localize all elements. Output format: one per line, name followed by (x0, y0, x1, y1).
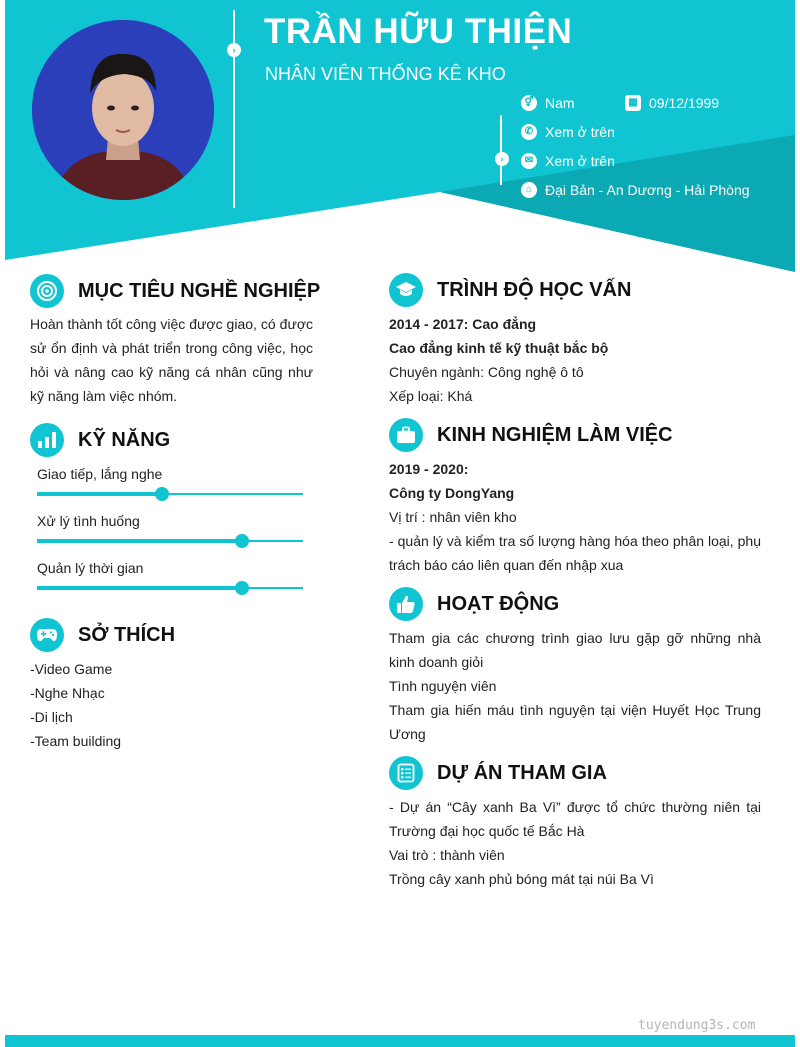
job-title: NHÂN VIÊN THỐNG KÊ KHO (265, 64, 506, 84)
projects-heading (389, 756, 607, 790)
hobby-item: -Team building (30, 733, 122, 749)
gender-info (521, 95, 575, 111)
chevron-right-icon: › (495, 152, 509, 166)
hobbies-heading (30, 618, 175, 652)
gender-icon: ⚥ (521, 95, 537, 111)
experience-position: Vị trí : nhân viên kho (389, 509, 517, 525)
skill-knob (155, 487, 169, 501)
hobby-item: -Video Game (30, 661, 113, 677)
hobbies-title: SỞ THÍCH (78, 623, 176, 646)
chevron-right-icon: › (227, 43, 241, 57)
education-rank: Xếp loại: Khá (389, 388, 473, 404)
skill-fill (37, 539, 242, 543)
hobby-item: -Di lịch (30, 709, 73, 725)
experience-title: KINH NGHIỆM LÀM VIỆC (437, 423, 673, 446)
experience-period: 2019 - 2020: (389, 461, 469, 477)
watermark: tuyendung3s.com (638, 1018, 756, 1033)
hobbies-list (30, 657, 313, 753)
hobby-item: -Nghe Nhạc (30, 685, 105, 701)
skill-bar (37, 540, 303, 542)
education-heading (389, 273, 631, 307)
thumbs-up-icon (389, 587, 423, 621)
experience-duty: - quản lý và kiểm tra số lượng hàng hóa theo phân loại, phụ trách báo cáo liên quan đến nhập xua (389, 533, 761, 573)
education-details (389, 312, 761, 408)
address-value: Đại Bản - An Dương - Hải Phòng (545, 182, 750, 198)
skill-label: Quản lý thời gian (37, 560, 144, 576)
projects-details (389, 795, 761, 891)
mail-icon: ✉ (521, 153, 537, 169)
briefcase-icon (389, 418, 423, 452)
footer-bar (5, 1035, 795, 1047)
activities-heading (389, 587, 559, 621)
skill-fill (37, 492, 162, 496)
education-period: 2014 - 2017: Cao đẳng (389, 316, 537, 332)
birthdate-info (625, 95, 719, 111)
phone-icon: ✆ (521, 124, 537, 140)
graduation-cap-icon (389, 273, 423, 307)
project-item: Trồng cây xanh phủ bóng mát tại núi Ba Vì (389, 871, 654, 887)
activities-details (389, 626, 761, 746)
contact-divider (500, 115, 502, 185)
experience-details (389, 457, 761, 577)
candidate-name: TRẦN HỮU THIỆN (264, 12, 573, 51)
gamepad-icon (30, 618, 64, 652)
checklist-icon (389, 756, 423, 790)
education-major: Chuyên ngành: Công nghệ ô tô (389, 364, 584, 380)
objective-title: MỤC TIÊU NGHỀ NGHIỆP (78, 279, 321, 302)
skills-heading (30, 423, 170, 457)
experience-company: Công ty DongYang (389, 485, 515, 501)
bar-chart-icon (30, 423, 64, 457)
activity-item: Tình nguyện viên (389, 678, 497, 694)
home-icon: ⌂ (521, 182, 537, 198)
experience-heading (389, 418, 673, 452)
education-title: TRÌNH ĐỘ HỌC VẤN (437, 278, 632, 301)
skill-label: Xử lý tình huống (37, 513, 140, 529)
objective-heading (30, 274, 320, 308)
skill-fill (37, 586, 242, 590)
skill-knob (235, 581, 249, 595)
projects-title: DỰ ÁN THAM GIA (437, 761, 607, 784)
gender-value: Nam (545, 95, 575, 111)
skill-label: Giao tiếp, lắng nghe (37, 466, 163, 482)
avatar (32, 20, 214, 200)
activities-title: HOẠT ĐỘNG (437, 592, 560, 615)
project-item: Vai trò : thành viên (389, 847, 505, 863)
header-divider (233, 10, 235, 208)
education-school: Cao đẳng kinh tế kỹ thuật bắc bộ (389, 340, 609, 356)
phone-info (521, 124, 615, 140)
skill-bar (37, 587, 303, 589)
email-info (521, 153, 615, 169)
phone-value: Xem ở trên (545, 124, 615, 140)
target-icon (30, 274, 64, 308)
birthdate-value: 09/12/1999 (649, 95, 720, 111)
address-info (521, 182, 750, 198)
activity-item: Tham gia các chương trình giao lưu gặp gỡ những nhà kinh doanh giỏi (389, 630, 761, 670)
skills-title: KỸ NĂNG (78, 428, 171, 451)
skill-knob (235, 534, 249, 548)
skill-bar (37, 493, 303, 495)
activity-item: Tham gia hiến máu tình nguyện tại viện Huyết Học Trung Ương (389, 702, 761, 742)
calendar-icon: ▦ (625, 95, 641, 111)
project-item: - Dự án “Cây xanh Ba Vì” được tổ chức thường niên tại Trường đại học quốc tế Bắc Hà (389, 799, 761, 839)
objective-text: Hoàn thành tốt công việc được giao, có được sử ổn định và phát triển trong công việc, học hỏi và nâng cao kỹ năng cá nhân cũng như kỹ năng làm việc nhóm. (30, 316, 313, 404)
email-value: Xem ở trên (545, 153, 615, 169)
